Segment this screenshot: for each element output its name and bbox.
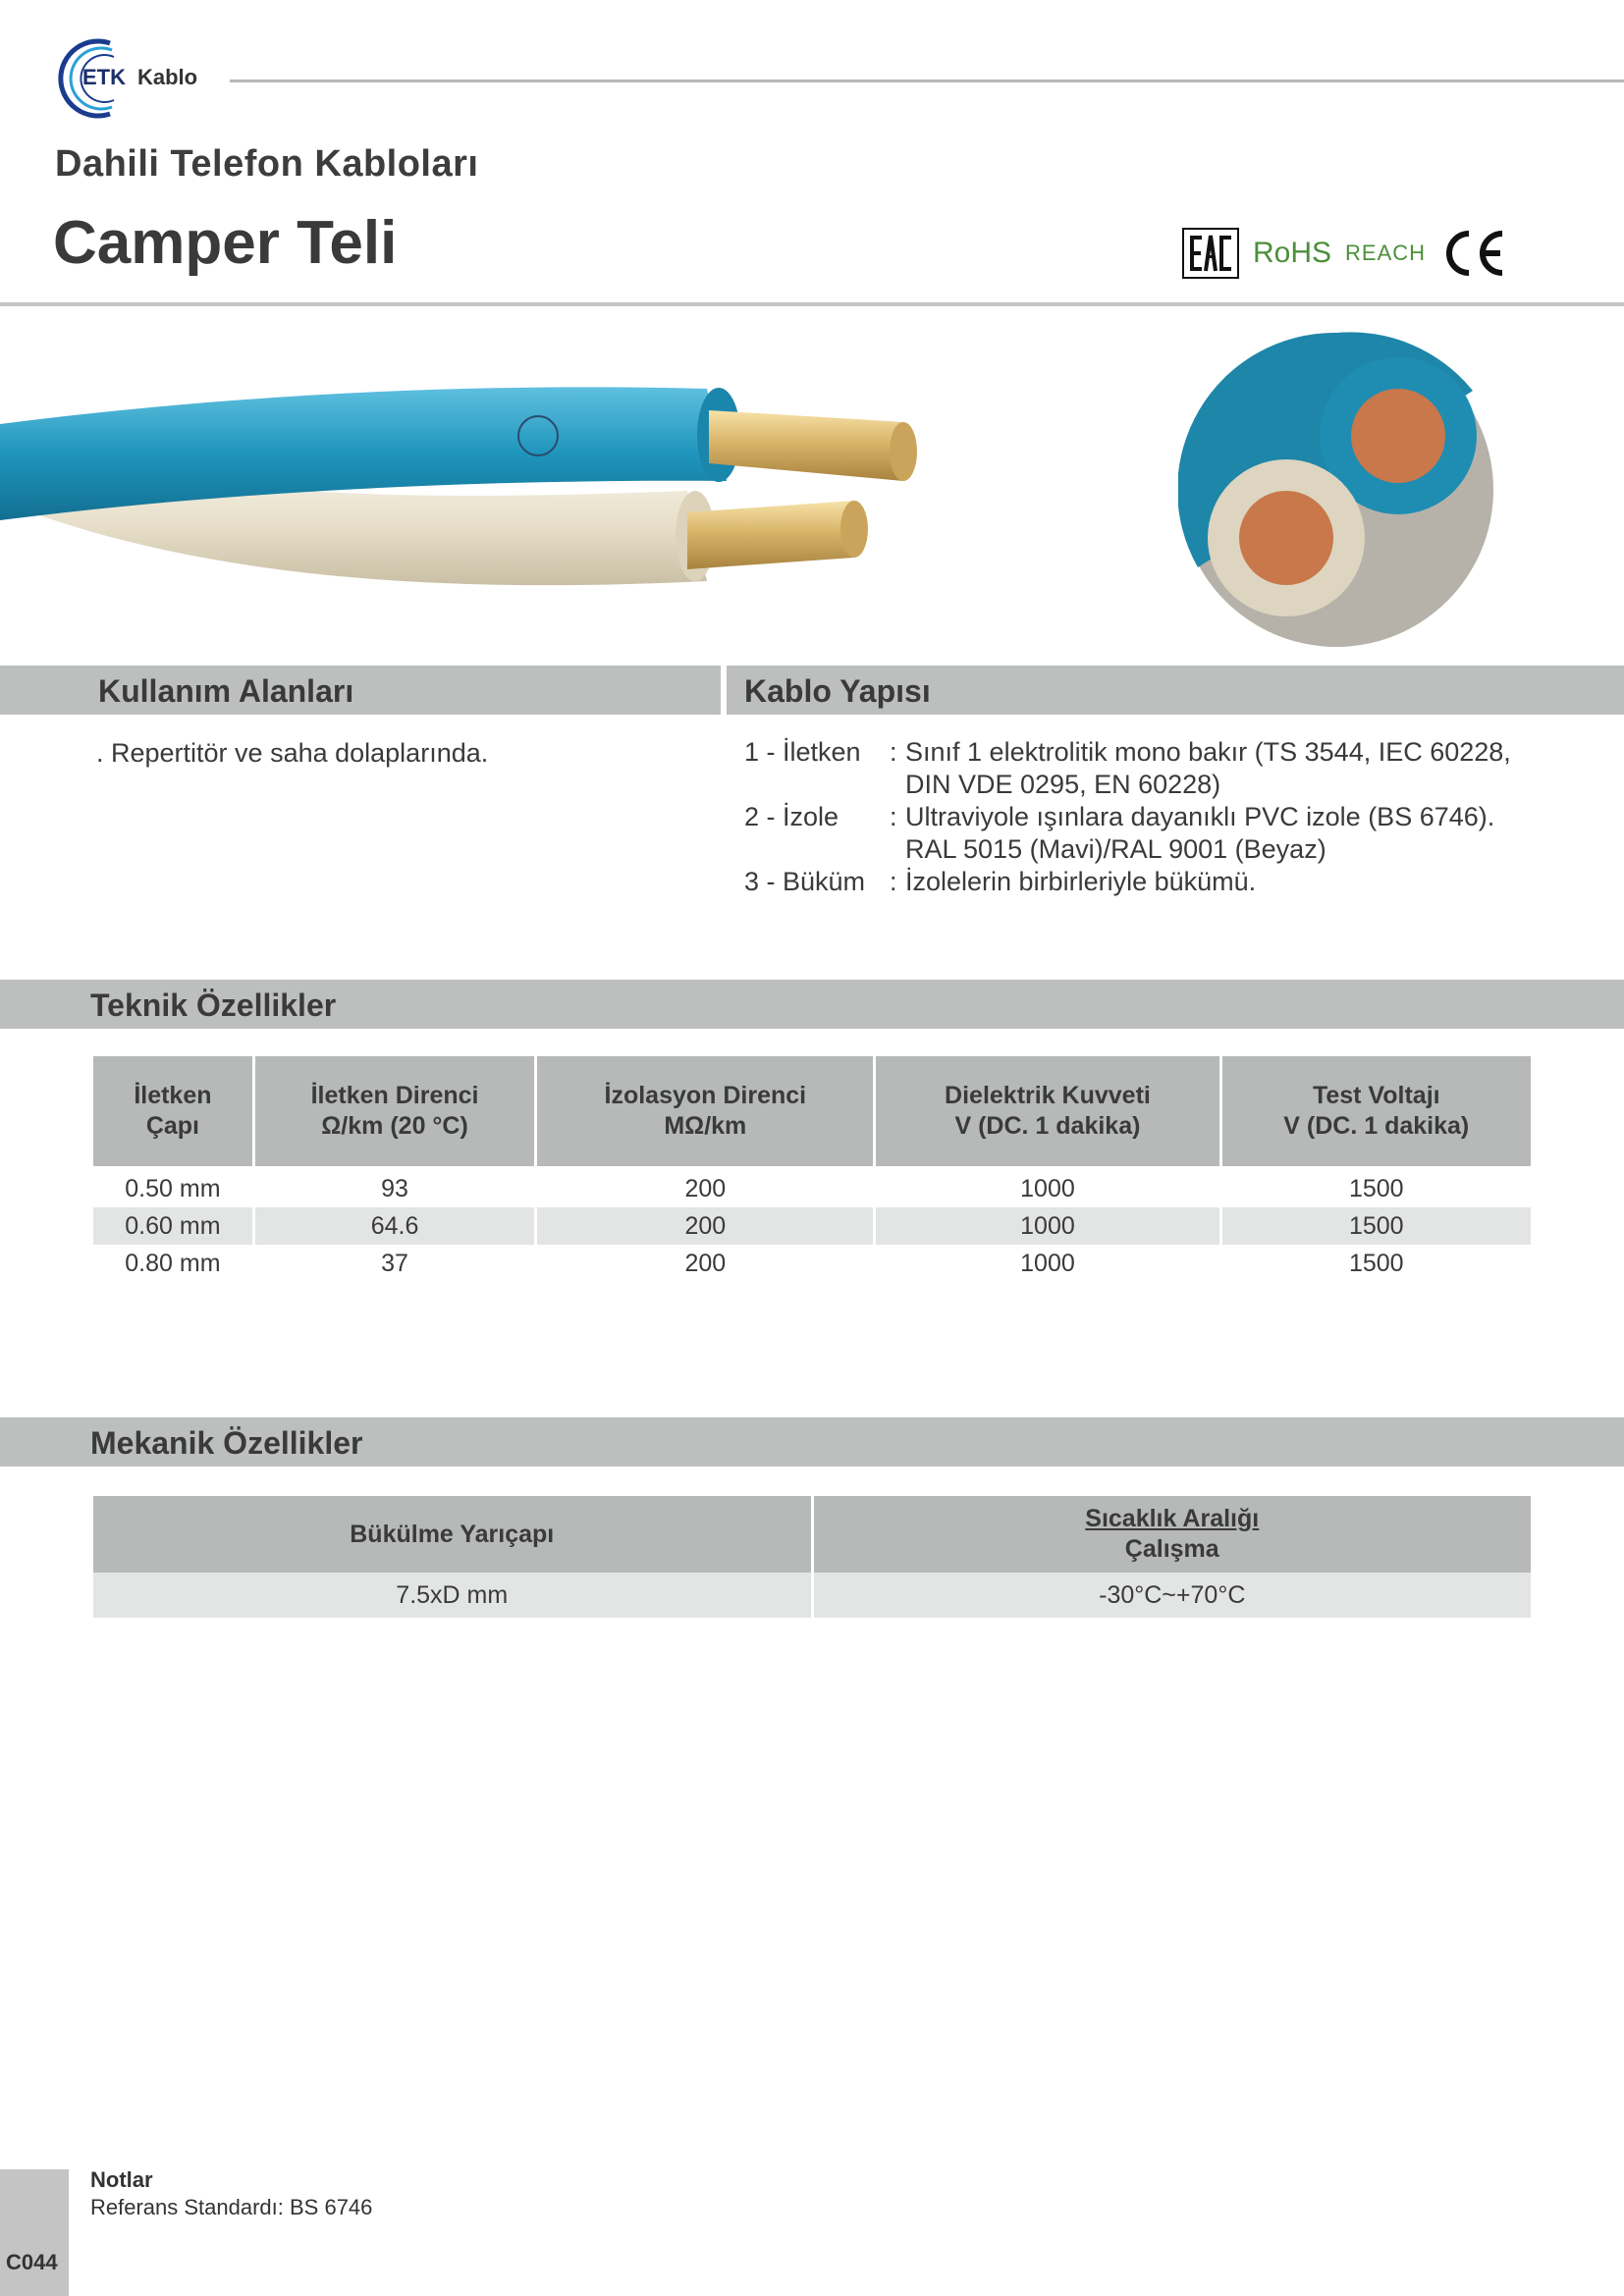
table-cell: -30°C~+70°C [814,1573,1532,1618]
page-number: C044 [6,2250,58,2274]
usage-text: . Repertitör ve saha dolaplarında. [96,738,489,768]
structure-item: 1 - İletken : Sınıf 1 elektrolitik mono bakır (TS 3544, IEC 60228, DIN VDE 0295, EN 60228) [744,736,1534,801]
header-conductor-diameter: İletken Çapı [93,1056,252,1166]
header-insulation-resistance: İzolasyon Direnci MΩ/km [537,1056,873,1166]
cable-cross-section [1178,332,1494,648]
table-cell: 1500 [1222,1207,1531,1245]
table-header-row [93,1496,1531,1573]
header-conductor-resistance: İletken Direnci Ω/km (20 °C) [255,1056,534,1166]
technical-section-header [0,980,1624,1029]
notes-text: Referans Standardı: BS 6746 [90,2195,373,2219]
table-header-row [93,1056,1531,1166]
usage-section-title: Kullanım Alanları [98,673,354,709]
notes-title: Notlar [90,2167,153,2192]
page-subtitle: Dahili Telefon Kabloları [55,143,479,185]
technical-table [90,1056,1534,1282]
structure-key: 3 - Büküm [744,867,866,896]
structure-value: Sınıf 1 elektrolitik mono bakır (TS 3544, IEC 60228, DIN VDE 0295, EN 60228) [905,737,1511,799]
table-row [93,1245,1531,1282]
usage-section-header [0,666,721,715]
table-cell: 1500 [1348,1174,1404,1202]
structure-value: Ultraviyole ışınlara dayanıklı PVC izole (BS 6746). RAL 5015 (Mavi)/RAL 9001 (Beyaz) [905,802,1495,864]
header-test-voltage: Test Voltajı V (DC. 1 dakika) [1222,1056,1531,1166]
table-cell: 0.50 mm [125,1174,221,1202]
table-cell: 1000 [1020,1174,1075,1202]
structure-value: İzolelerin birbirleriyle bükümü. [905,867,1257,896]
mechanical-section-header [0,1417,1624,1467]
table-cell: 200 [684,1249,727,1277]
header-temperature-range: Sıcaklık Aralığı Çalışma [814,1496,1532,1573]
table-cell: 0.80 mm [125,1249,221,1277]
header-dielectric-strength: Dielektrik Kuvveti V (DC. 1 dakika) [876,1056,1218,1166]
mechanical-section-title: Mekanik Özellikler [90,1425,363,1461]
logo-brand: ETK [82,65,126,89]
logo-word: Kablo [137,65,198,89]
table-cell: 7.5xD mm [93,1573,811,1618]
table-cell: 37 [381,1249,408,1277]
table-row [93,1166,1531,1207]
structure-item: 3 - Büküm : İzolelerin birbirleriyle bükümü. [744,866,1534,898]
table-row [93,1207,1531,1245]
table-cell: 93 [381,1174,408,1202]
reach-mark: REACH [1345,240,1427,265]
table-cell: 1500 [1348,1249,1404,1277]
cable-photo [0,353,943,618]
table-cell: 1000 [1020,1249,1075,1277]
structure-list [744,736,1534,898]
mechanical-table [90,1496,1534,1618]
header-bending-radius: Bükülme Yarıçapı [93,1496,811,1573]
structure-item: 2 - İzole : Ultraviyole ışınlara dayanıklı PVC izole (BS 6746). RAL 5015 (Mavi)/RAL 9001 (Beyaz) [744,801,1534,866]
table-cell: 64.6 [255,1207,534,1245]
eac-mark-icon [1182,228,1239,279]
table-cell: 1000 [876,1207,1218,1245]
table-cell: 200 [684,1174,727,1202]
table-cell: 0.60 mm [93,1207,252,1245]
ce-mark-icon [1439,228,1508,279]
structure-section-header [727,666,1624,715]
rohs-mark: RoHS [1253,237,1332,269]
certification-marks [1182,226,1508,281]
structure-key: 2 - İzole [744,802,839,831]
page-tab [0,2169,69,2296]
technical-section-title: Teknik Özellikler [90,988,337,1023]
title-rule [0,302,1624,306]
table-cell: 200 [537,1207,873,1245]
table-row [93,1573,1531,1618]
header-rule [230,80,1624,82]
structure-key: 1 - İletken [744,737,861,767]
structure-section-title: Kablo Yapısı [744,673,931,709]
page-title: Camper Teli [53,209,398,277]
